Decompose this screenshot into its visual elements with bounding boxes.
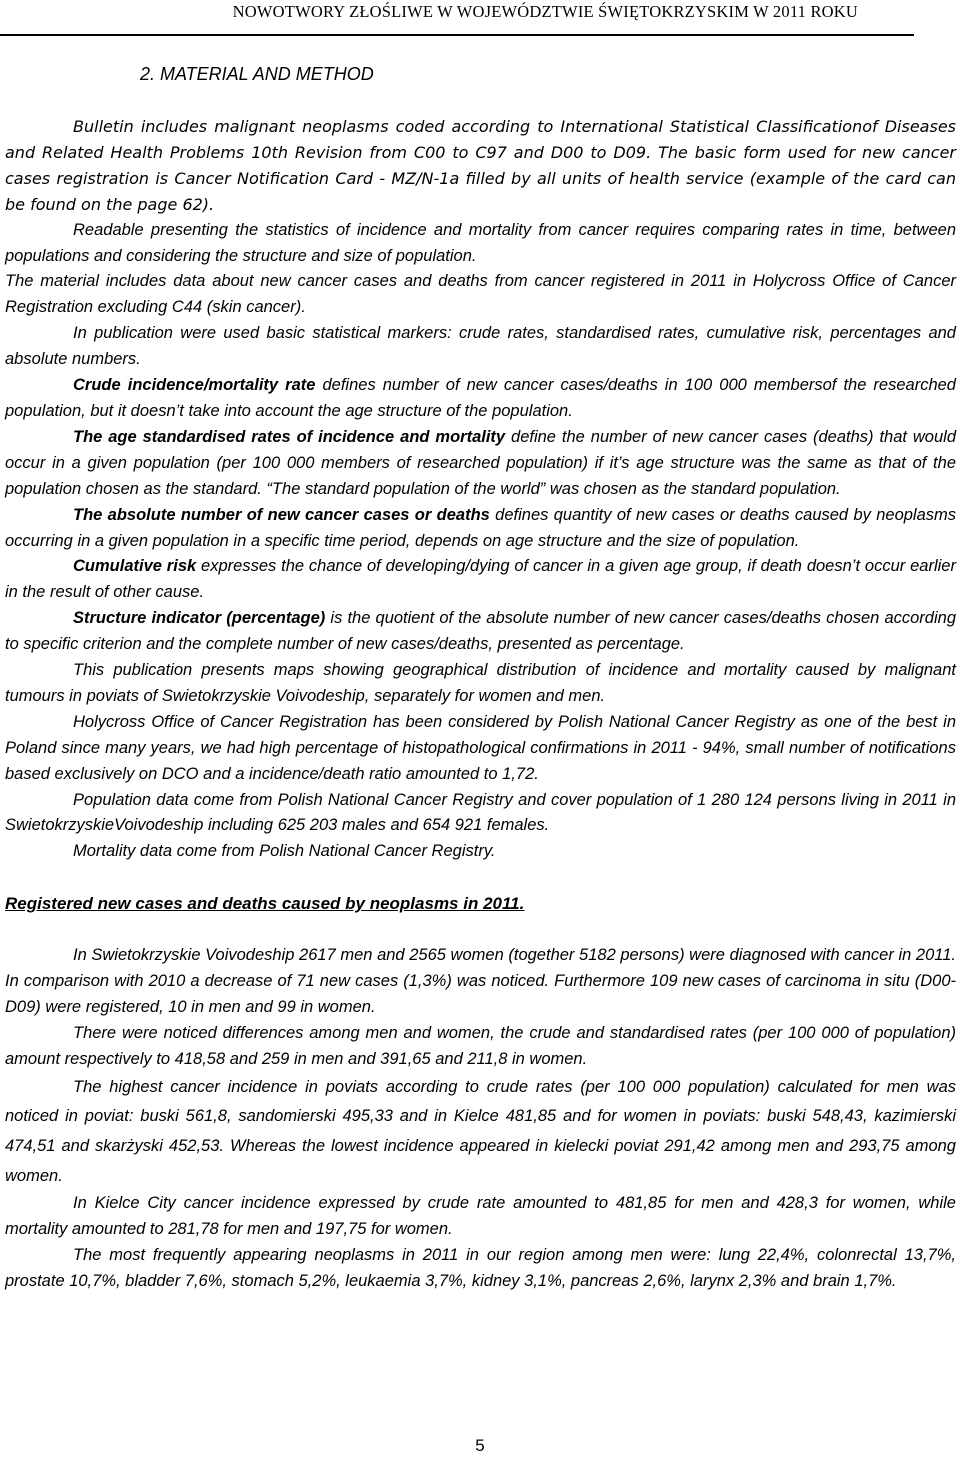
term-crude-rate: Crude incidence/mortality rate	[73, 376, 316, 395]
definition-text: defines quantity of new cases or deaths caused by neoplasms occurring in a given population in a specific time period, depends on age structure and the size of population.	[5, 505, 957, 550]
definition-text: define the number of new cancer cases (deaths) that would occur in a given population (per 100 000 members of researched population) if it’s age structure was the same as that of the population chosen as the standard. “The standard population of the world” was chosen as the standard population.	[5, 427, 957, 498]
term-absolute-number: The absolute number of new cancer cases or deaths	[73, 505, 490, 524]
results-text: In Swietokrzyskie Voivodeship 2617 men and 2565 women (together 5182 persons) were diagnosed with cancer in 2011	[73, 946, 952, 965]
section-title: 2. MATERIAL AND METHOD	[140, 64, 374, 84]
term-cumulative-risk: Cumulative risk	[73, 557, 197, 576]
term-structure-indicator: Structure indicator (percentage)	[73, 609, 326, 628]
page-number: 5	[475, 1436, 485, 1455]
method-paragraph-classification: Bulletin includes malignant neoplasms coded according to International Statistical Classificationof Diseases and Related Health Problems 10th Revision from C00 to C97 and D00 to D09. The basic form used for new cancer cases registration is Cancer Notification Card - MZ/N-1a filled by all units of health service (example of the card can be found on the page 62).	[5, 117, 956, 214]
method-paragraph-maps: This publication presents maps showing geographical distribution of incidence and mortality caused by malignant tumours in poviats of Swietokrzyskie Voivodeship, separately for women and men.	[5, 661, 956, 705]
results-paragraph-frequent-neoplasms: The most frequently appearing neoplasms in 2011 in our region among men were: lung 22,4%, colonrectal 13,7%, prostate 10,7%, bladder 7,6%, stomach 5,2%, leukaemia 3,7%, kidney 3,1%, pancreas 2,6%, larynx 2,3% and brain 1,7%.	[5, 1245, 956, 1290]
definition-text: expresses the chance of developing/dying of cancer in a given age group, if death doesn’t occur earlier in the result of other cause.	[5, 557, 956, 602]
spacer	[5, 865, 956, 891]
method-paragraph-material: The material includes data about new cancer cases and deaths from cancer registered in 2011 in Holycross Office of Cancer Registration excluding C44 (skin cancer).	[5, 272, 956, 317]
method-paragraph-population: Population data come from Polish National Cancer Registry and cover population of 1 280 124 persons living in 2011 in SwietokrzyskieVoivodeship including 625 203 males and 654 921 females.	[5, 790, 956, 835]
results-text: . In comparison with 2010 a decrease of 71 new cases (1,3%) was noticed. Furthermore 109 new cases of carcinoma in situ (D00-D09) were registered, 10 in men and 99 in women.	[5, 946, 956, 1016]
running-header: NOWOTWORY ZŁOŚLIWE W WOJEWÓDZTWIE ŚWIĘTOKRZYSKIM W 2011 ROKU	[232, 2, 858, 21]
method-paragraph-mortality-source: Mortality data come from Polish National Cancer Registry.	[73, 842, 496, 861]
results-paragraph-diagnosed	[5, 943, 956, 1021]
results-paragraph-poviats: The highest cancer incidence in poviats according to crude rates (per 100 000 population) calculated for men was noticed in poviat: buski 561,8, sandomierski 495,33 and in Kielce 481,85 and for women in poviats: buski 548,43, kazimierski 474,51 and skarżyski 452,53. Whereas the lowest incidence appeared in kielecki poviat 291,42 among men and 293,75 among women.	[5, 1077, 956, 1185]
definition-text: defines number of new cancer cases/deaths in 100 000 membersof the researched population, but it doesn’t take into account the age structure of the population.	[5, 376, 956, 420]
definition-crude-rate	[5, 373, 956, 425]
method-paragraph-holycross: Holycross Office of Cancer Registration has been considered by Polish National Cancer Registry as one of the best in Poland since many years, we had high percentage of histopathological confirmations in 2011 - 94%, small number of notifications based exclusively on DCO and a incidence/death ratio amounted to 1,72.	[5, 712, 956, 783]
definition-text: is the quotient of the absolute number of new cancer cases/deaths chosen according to specific criterion and the complete number of new cases/deaths, presented as percentage.	[5, 609, 956, 654]
results-paragraph-rates: There were noticed differences among men and women, the crude and standardised rates (per 100 000 of population) amount respectively to 418,58 and 259 in men and 391,65 and 211,8 in women.	[5, 1023, 956, 1068]
results-heading: Registered new cases and deaths caused by neoplasms in 2011.	[5, 894, 525, 914]
term-standardised-rate: The age standardised rates of incidence and mortality	[73, 427, 506, 446]
page-body	[5, 114, 956, 1295]
definition-structure-indicator	[5, 606, 956, 658]
header-rule	[0, 34, 914, 36]
results-paragraph-kielce: In Kielce City cancer incidence expressed by crude rate amounted to 481,85 for men and 428,3 for women, while mortality amounted to 281,78 for men and 197,75 for women.	[5, 1194, 956, 1238]
spacer	[5, 917, 956, 943]
definition-absolute-number	[5, 503, 956, 555]
method-paragraph-readable: Readable presenting the statistics of incidence and mortality from cancer requires comparing rates in time, between populations and considering the structure and size of population.	[5, 220, 956, 265]
definition-cumulative-risk	[5, 554, 956, 606]
method-paragraph-markers: In publication were used basic statistical markers: crude rates, standardised rates, cumulative risk, percentages and absolute numbers.	[5, 324, 956, 369]
definition-standardised-rate	[5, 425, 956, 503]
